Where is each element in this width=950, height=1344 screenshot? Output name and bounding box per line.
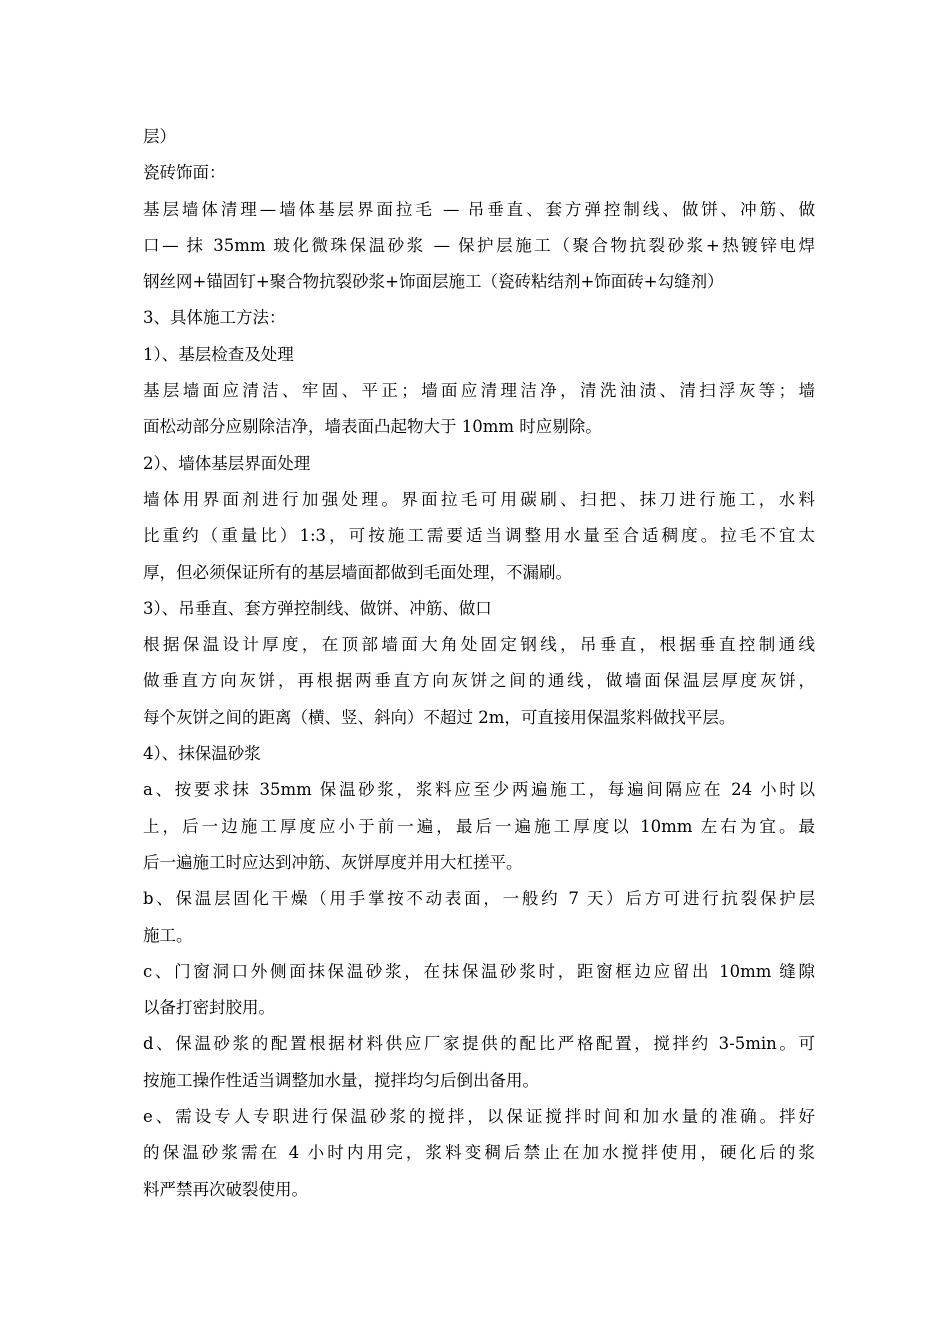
subsection-heading: 4）、抹保温砂浆 (143, 744, 261, 764)
section-heading: 3、具体施工方法： (143, 308, 286, 328)
text-line: b、保温层固化干燥（用手掌按不动表面，一般约 7 天）后方可进行抗裂保护层 (143, 889, 815, 909)
text-line: 口— 抹 35mm 玻化微珠保温砂浆 — 保护层施工（聚合物抗裂砂浆+热镀锌电焊 (143, 235, 815, 255)
text-line: 后一遍施工时应达到冲筋、灰饼厚度并用大杠搓平。 (143, 852, 523, 872)
text-line: a、按要求抹 35mm 保温砂浆，浆料应至少两遍施工，每遍间隔应在 24 小时以 (143, 780, 815, 800)
text-line: 基层墙面应清洁、牢固、平正；墙面应清理洁净，清洗油渍、清扫浮灰等；墙 (143, 381, 815, 401)
text-line: 根据保温设计厚度，在顶部墙面大角处固定钢线，吊垂直，根据垂直控制通线 (143, 635, 815, 655)
text-line: 层） (143, 127, 176, 146)
subsection-heading: 1）、基层检查及处理 (143, 344, 294, 364)
text-line: 以备打密封胶用。 (143, 998, 275, 1018)
text-line: c、门窗洞口外侧面抹保温砂浆，在抹保温砂浆时，距窗框边应留出 10mm 缝隙 (143, 961, 815, 981)
text-line: 做垂直方向灰饼，再根据两垂直方向灰饼之间的通线，做墙面保温层厚度灰饼， (143, 671, 815, 691)
subsection-heading: 3）、吊垂直、套方弹控制线、做饼、冲筋、做口 (143, 598, 492, 618)
text-line: e、需设专人专职进行保温砂浆的搅拌，以保证搅拌时间和加水量的准确。拌好 (143, 1107, 815, 1127)
text-line: 施工。 (143, 925, 193, 945)
text-line: 料严禁再次破裂使用。 (143, 1179, 308, 1199)
text-line: 按施工操作性适当调整加水量，搅拌均匀后倒出备用。 (143, 1070, 539, 1090)
text-line: d、保温砂浆的配置根据材料供应厂家提供的配比严格配置，搅拌约 3-5min。可 (143, 1034, 815, 1054)
document-body (143, 119, 815, 1208)
text-line: 基层墙体清理—墙体基层界面拉毛 — 吊垂直、套方弹控制线、做饼、冲筋、做 (143, 199, 815, 219)
text-line: 墙体用界面剂进行加强处理。界面拉毛可用碳刷、扫把、抹刀进行施工，水料 (143, 489, 815, 509)
section-heading: 瓷砖饰面： (143, 163, 226, 183)
text-line: 每个灰饼之间的距离（横、竖、斜向）不超过 2m，可直接用保温浆料做找平层。 (143, 707, 736, 727)
text-line: 的保温砂浆需在 4 小时内用完，浆料变稠后禁止在加水搅拌使用，硬化后的浆 (143, 1143, 815, 1163)
subsection-heading: 2）、墙体基层界面处理 (143, 453, 311, 473)
text-line: 比重约（重量比）1:3，可按施工需要适当调整用水量至合适稠度。拉毛不宜太 (143, 526, 815, 546)
text-line: 钢丝网+锚固钉+聚合物抗裂砂浆+饰面层施工（瓷砖粘结剂+饰面砖+勾缝剂） (143, 272, 724, 292)
text-line: 上，后一边施工厚度应小于前一遍，最后一遍施工厚度以 10mm 左右为宜。最 (143, 816, 815, 836)
text-line: 厚，但必须保证所有的基层墙面都做到毛面处理，不漏刷。 (143, 562, 572, 582)
text-line: 面松动部分应剔除洁净，墙表面凸起物大于 10mm 时应剔除。 (143, 417, 602, 437)
